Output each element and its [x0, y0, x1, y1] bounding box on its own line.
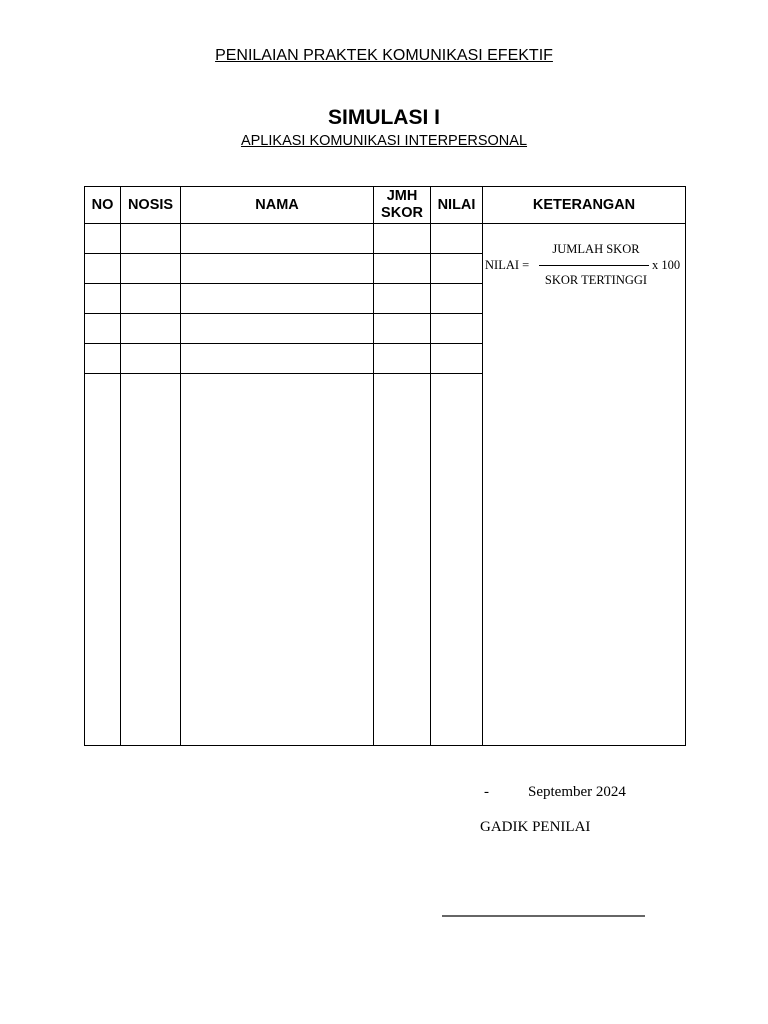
cell-nama[interactable]: [181, 254, 374, 284]
document-title: PENILAIAN PRAKTEK KOMUNIKASI EFEKTIF: [215, 47, 553, 64]
cell-nosis[interactable]: [121, 224, 181, 254]
cell-no[interactable]: [85, 374, 121, 746]
formula-multiplier: x 100: [652, 258, 681, 272]
col-header-nama: NAMA: [181, 187, 374, 224]
cell-no[interactable]: [85, 314, 121, 344]
col-header-nosis: NOSIS: [121, 187, 181, 224]
cell-jmh-skor[interactable]: [374, 344, 431, 374]
keterangan-cell: [483, 224, 686, 746]
col-header-no: NO: [85, 187, 121, 224]
cell-nilai[interactable]: [431, 314, 483, 344]
nilai-formula: [485, 241, 685, 291]
cell-nilai[interactable]: [431, 344, 483, 374]
cell-nosis[interactable]: [121, 284, 181, 314]
cell-nilai[interactable]: [431, 374, 483, 746]
simulation-subtitle: APLIKASI KOMUNIKASI INTERPERSONAL: [240, 133, 528, 149]
formula-numerator: JUMLAH SKOR: [552, 242, 640, 256]
cell-jmh-skor[interactable]: [374, 314, 431, 344]
cell-jmh-skor[interactable]: [374, 224, 431, 254]
cell-jmh-skor[interactable]: [374, 254, 431, 284]
cell-nama[interactable]: [181, 374, 374, 746]
formula-label: NILAI =: [485, 258, 530, 272]
table-row: [85, 224, 686, 254]
cell-nosis[interactable]: [121, 314, 181, 344]
cell-no[interactable]: [85, 254, 121, 284]
col-header-jmh-skor: [374, 187, 431, 224]
cell-nilai[interactable]: [431, 254, 483, 284]
col-header-jmh: JMH: [386, 188, 418, 204]
fraction-bar: [539, 265, 649, 266]
col-header-nilai: NILAI: [431, 187, 483, 224]
cell-nilai[interactable]: [431, 284, 483, 314]
date-dash: -: [484, 784, 489, 800]
cell-nama[interactable]: [181, 284, 374, 314]
date-text: September 2024: [528, 784, 626, 800]
cell-jmh-skor[interactable]: [374, 374, 431, 746]
cell-nama[interactable]: [181, 224, 374, 254]
table-header-row: [85, 187, 686, 224]
cell-nilai[interactable]: [431, 224, 483, 254]
signature-role: GADIK PENILAI: [480, 819, 591, 835]
cell-jmh-skor[interactable]: [374, 284, 431, 314]
cell-nosis[interactable]: [121, 344, 181, 374]
signature-line: [442, 915, 645, 917]
cell-nosis[interactable]: [121, 374, 181, 746]
col-header-skor: SKOR: [381, 205, 423, 221]
cell-no[interactable]: [85, 224, 121, 254]
simulation-title: SIMULASI I: [327, 106, 440, 129]
cell-no[interactable]: [85, 344, 121, 374]
col-header-keterangan: KETERANGAN: [483, 187, 686, 224]
grading-table: [84, 186, 686, 746]
cell-nama[interactable]: [181, 314, 374, 344]
cell-nosis[interactable]: [121, 254, 181, 284]
formula-denominator: SKOR TERTINGGI: [544, 273, 648, 287]
cell-no[interactable]: [85, 284, 121, 314]
cell-nama[interactable]: [181, 344, 374, 374]
